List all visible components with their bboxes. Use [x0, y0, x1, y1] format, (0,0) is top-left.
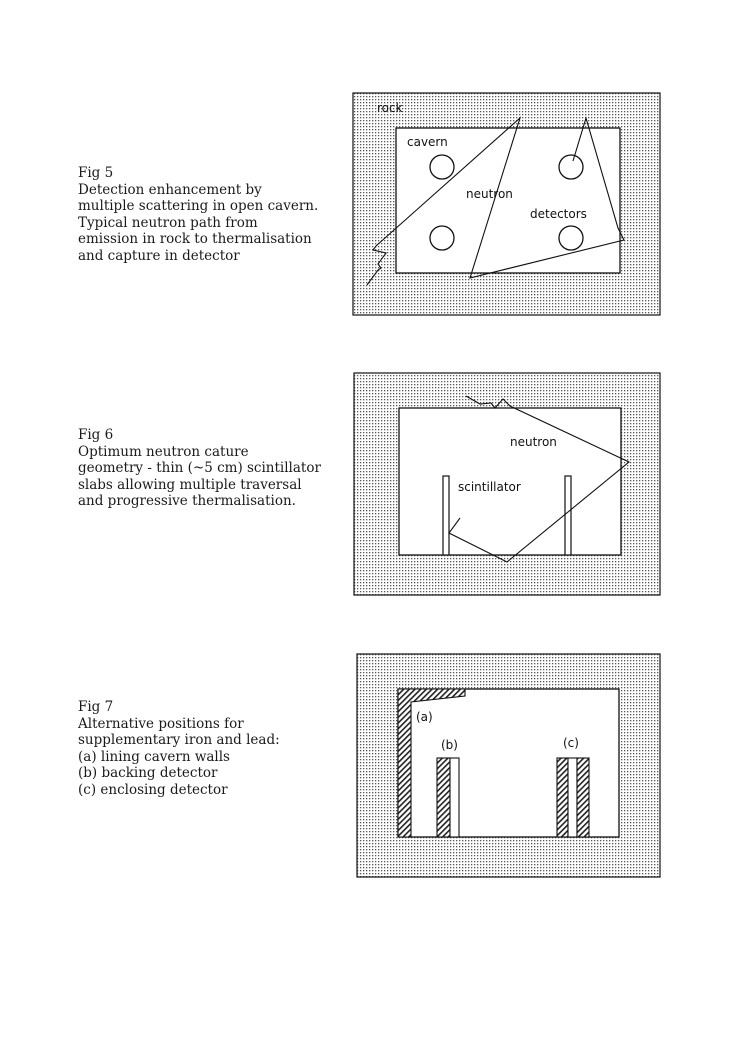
fig7-enclosing-iron-right	[577, 758, 589, 837]
fig7-enclosing-iron-left	[557, 758, 568, 837]
fig7-caption-line: (c) enclosing detector	[78, 781, 228, 798]
fig6-caption-line: slabs allowing multiple traversal	[78, 476, 302, 493]
fig7-label-b: (b)	[441, 738, 458, 752]
fig6-caption-line: geometry - thin (~5 cm) scintillator	[78, 460, 321, 476]
fig5-caption-line: multiple scattering in open cavern.	[78, 198, 319, 214]
fig5-label-cavern: cavern	[407, 135, 448, 149]
fig7-caption-line: (b) backing detector	[78, 765, 218, 781]
fig6-label-neutron: neutron	[510, 435, 557, 449]
fig7-caption-line: Alternative positions for	[78, 715, 244, 732]
fig5-caption-line: emission in rock to thermalisation	[78, 231, 312, 247]
fig7-detector-c	[568, 758, 577, 837]
fig5-title: Fig 5	[78, 165, 114, 181]
fig5-caption-line: and capture in detector	[78, 247, 240, 264]
fig7-title: Fig 7	[78, 699, 114, 715]
fig6-caption-line: Optimum neutron cature	[78, 443, 249, 460]
fig5-label-neutron: neutron	[466, 187, 513, 201]
fig6-title: Fig 6	[78, 427, 114, 443]
fig5-label-rock: rock	[377, 101, 403, 115]
fig7-label-a: (a)	[416, 710, 433, 724]
fig7-label-c: (c)	[563, 736, 579, 750]
fig7-caption-line: supplementary iron and lead:	[78, 732, 280, 748]
fig6-caption-line: and progressive thermalisation.	[78, 493, 296, 509]
fig5-caption-line: Typical neutron path from	[78, 214, 258, 231]
fig5-caption-line: Detection enhancement by	[78, 181, 262, 198]
fig5-label-detectors: detectors	[530, 207, 587, 221]
fig6-label-scintillator: scintillator	[458, 480, 521, 494]
fig7-caption-line: (a) lining cavern walls	[78, 748, 230, 765]
fig7-backing-iron	[437, 758, 450, 837]
fig7-detector-b	[450, 758, 459, 837]
